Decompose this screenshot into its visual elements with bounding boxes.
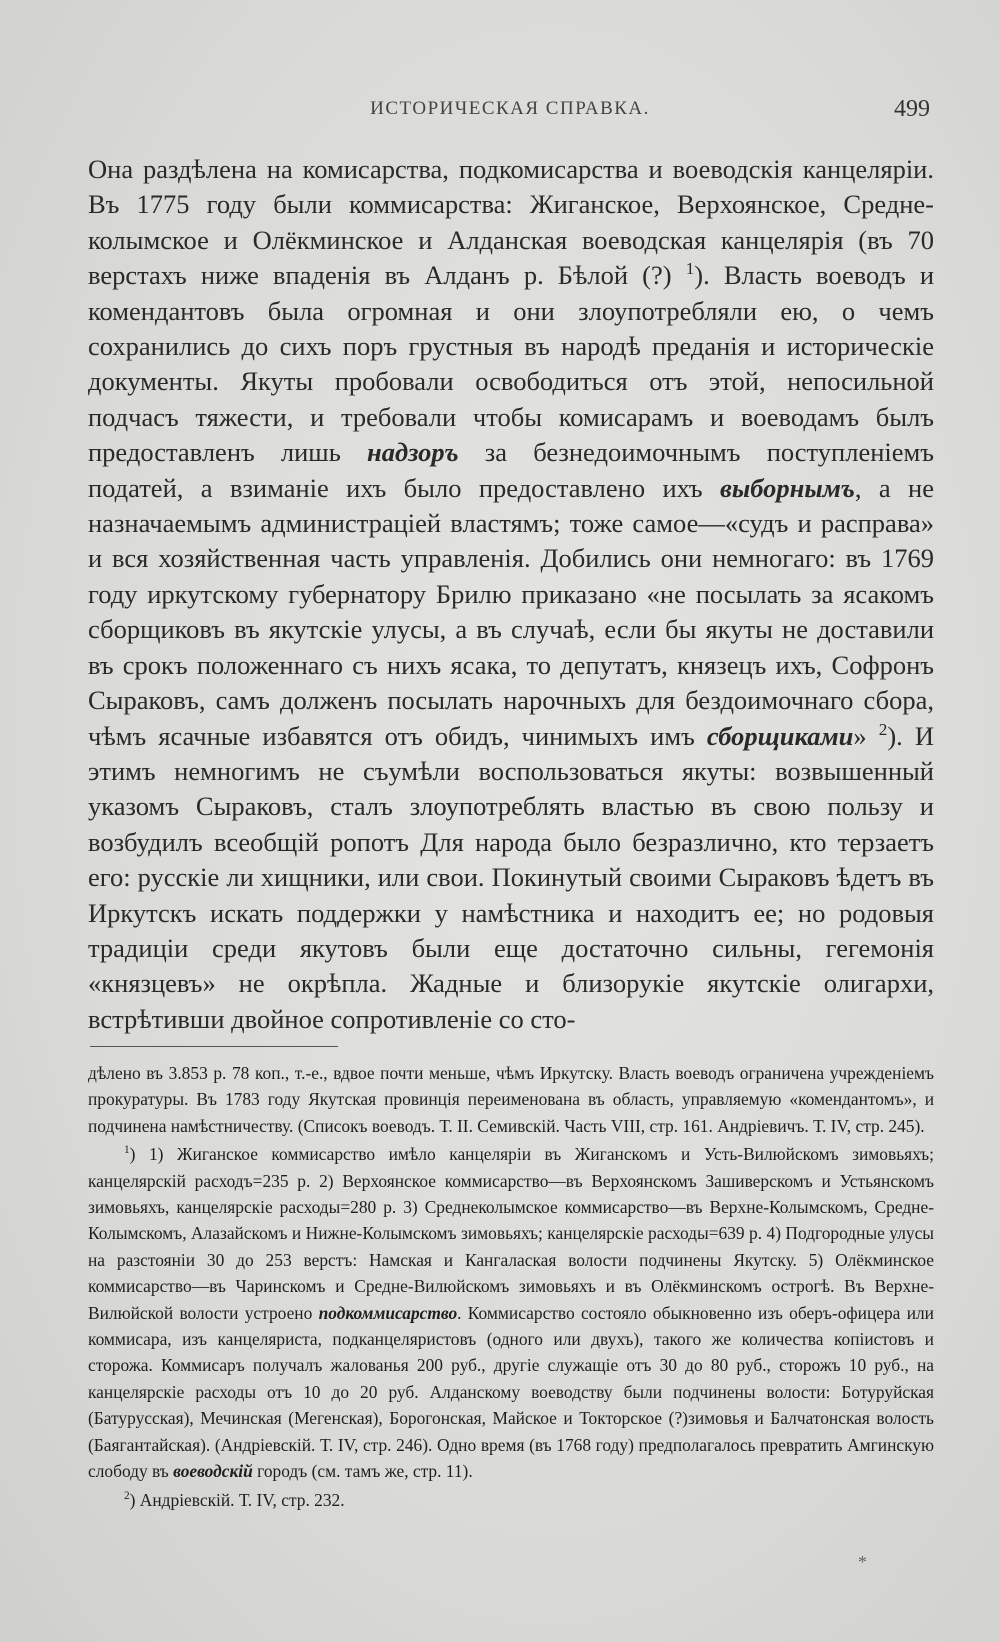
- running-title: ИСТОРИЧЕСКАЯ СПРАВКА.: [370, 98, 650, 119]
- footnote-1: [88, 1141, 934, 1484]
- footnote-marker-2: 2: [124, 1489, 130, 1502]
- printer-mark: *: [858, 1552, 867, 1572]
- text-run: ) 1) Жиганское коммисарство имѣло канцеляріи въ Жиганскомъ и Усть-Вилюйскомъ зимовьяхъ; канцелярскій расходъ=235 р. 2) Верхоянское коммисарство—въ Верхоянскомъ Зашиверскомъ и Устьянскомъ зимовьяхъ, канцелярскіе расходы=280 р. 3) Среднеколымское коммисарство—въ Верхне-Колымскомъ, Средне-Колымскомъ, Алазайскомъ и Нижне-Колымскомъ зимовьяхъ; канцелярскіе расходы=639 р. 4) Подгородные улусы на разстояніи 30 до 253 верстъ: Намская и Кангалаская волости подчинены Якутску. 5) Олёкминское коммисарство—въ Чаринскомъ и Средне-Вилюйскомъ зимовьяхъ и въ Олёкминскомъ острогѣ. Въ Верхне-Вилюйской волости устроено: [88, 1144, 934, 1323]
- running-head: [90, 98, 930, 128]
- footnotes: [88, 1060, 934, 1513]
- footnote-marker-1: 1: [124, 1144, 130, 1157]
- emphasis-term: надзоръ: [367, 437, 459, 468]
- text-run: ) Андріевскій. Т. IV, стр. 232.: [129, 1489, 345, 1510]
- footnote-separator: [90, 1046, 338, 1047]
- footnote-2: [88, 1487, 934, 1513]
- text-run: . Коммисарство состояло обыкновенно изъ оберъ-офицера или коммисара, изъ канцеляриста, подканцеляристовъ (одного или двухъ), такого же количества копіистовъ и сторожа. Коммисаръ получалъ жалованья 200 руб., другіе служащіе отъ 30 до 80 руб., сторожъ 10 руб., на канцелярскіе расходы отъ 10 до 20 руб. Алданскому воеводству были подчинены волости: Ботуруйская (Батурусская), Мечинская (Мегенская), Борогонская, Майское и Токторское (?)зимовья и Балчатонская волость (Баягантайская). (Андріевскій. Т. IV, стр. 246). Одно время (въ 1768 году) предполагалось превратить Амгинскую слободу въ: [88, 1302, 934, 1482]
- page-number: 499: [894, 96, 930, 122]
- text-run: »: [853, 720, 879, 751]
- main-text: [88, 152, 934, 1037]
- text-run: Она раздѣлена на комисарства, подкомисарства и воеводскія канцеляріи. Въ 1775 году были коммисарства: Жиганское, Верхоянское, Средне-колымское и Олёкминское и Алданская воеводская канцелярія (въ 70 верстахъ ниже впаденія въ Алданъ р. Бѣлой (?): [88, 154, 934, 291]
- footnote-ref-1: 1: [685, 259, 695, 279]
- footnote-ref-2: 2: [878, 719, 888, 739]
- text-run: ). Власть воеводъ и комендантовъ была огромная и они злоупотребляли ею, о чемъ сохранились до сихъ поръ грустныя въ народѣ преданія и историческіе документы. Якуты пробовали освободиться отъ этой, непосильной подчасъ тяжести, и требовали чтобы комисарамъ и воеводамъ былъ предоставленъ лишь: [88, 260, 934, 468]
- footnote-continued: дѣлено въ 3.853 р. 78 коп., т.-е., вдвое почти меньше, чѣмъ Иркутску. Власть воеводъ ограничена учрежденіемъ прокуратуры. Въ 1783 году Якутская провинція переименована въ область, управляемую «комендантомъ», и подчинена намѣстничеству. (Списокъ воеводъ. Т. II. Семивскій. Часть VIII, стр. 161. Андріевичъ. Т. IV, стр. 245).: [88, 1063, 934, 1136]
- emphasis-term: воеводскій: [173, 1461, 253, 1482]
- text-run: городъ (см. тамъ же, стр. 11).: [252, 1461, 473, 1482]
- text-run: ). И этимъ немногимъ не съумѣли воспользоваться якуты: возвышенный указомъ Сыраковъ, сталъ злоупотреблять властью въ свою пользу и возбудилъ всеобщій ропотъ Для народа было безразлично, кто терзаетъ его: русскіе ли хищники, или свои. Покинутый своими Сыраковъ ѣдетъ въ Иркутскъ искать поддержки у намѣстника и находитъ ее; но родовыя традиціи среди якутовъ были еще достаточно сильны, гегемонія «князцевъ» не окрѣпла. Жадные и близорукіе якутскіе олигархи, встрѣтивши двойное сопротивленіе со сто-: [88, 720, 935, 1034]
- text-run: за безнедоимочнымъ поступленіемъ податей, а взиманіе ихъ было предоставлено ихъ: [88, 437, 934, 503]
- text-run: , а не назначаемымъ администраціей властямъ; тоже самое—«судъ и расправа» и вся хозяйственная часть управленія. Добились они немногаго: въ 1769 году иркутскому губернатору Брилю приказано «не посылать за ясакомъ сборщиковъ въ якутскіе улусы, а въ случаѣ, если бы якуты не доставили въ срокъ положеннаго съ нихъ ясака, то депутатъ, князецъ ихъ, Софронъ Сыраковъ, самъ долженъ посылать нарочныхъ для бездоимочнаго сбора, чѣмъ ясачные избавятся отъ обидъ, чинимыхъ имъ: [88, 472, 934, 751]
- main-paragraph: [88, 152, 934, 1037]
- emphasis-term: выборнымъ: [720, 472, 855, 503]
- emphasis-term: подкоммисарство: [318, 1302, 458, 1323]
- emphasis-term: сборщиками: [706, 720, 854, 751]
